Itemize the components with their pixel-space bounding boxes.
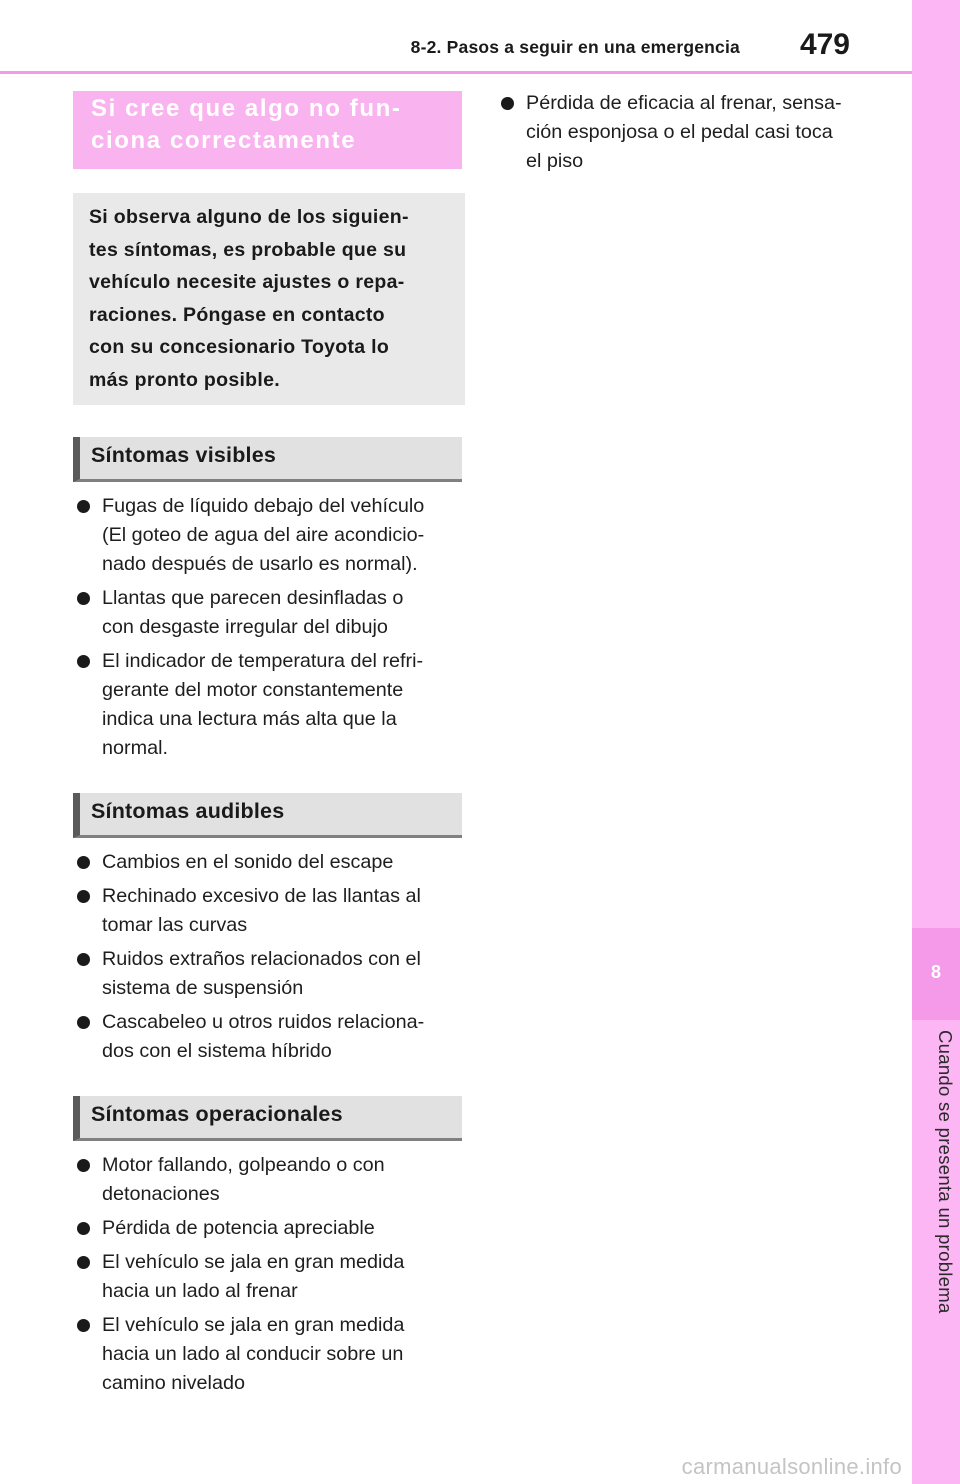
bullet-dot-icon bbox=[77, 953, 90, 966]
main-title-line: ciona correctamente bbox=[91, 127, 357, 154]
subheading-audible-symptoms: Síntomas audibles bbox=[73, 793, 462, 838]
intro-line: vehículo necesite ajustes o repa- bbox=[89, 271, 405, 294]
bullet-dot-icon bbox=[77, 1256, 90, 1269]
bullet-dot-icon bbox=[77, 500, 90, 513]
visible-symptoms-list bbox=[73, 492, 465, 763]
list-item: Fugas de líquido debajo del vehículo (El goteo de agua del aire acondicio- nado después de usarlo es normal). bbox=[73, 492, 465, 579]
bullet-dot-icon bbox=[77, 890, 90, 903]
bullet-dot-icon bbox=[77, 856, 90, 869]
bullet-dot-icon bbox=[77, 1159, 90, 1172]
right-column bbox=[497, 89, 887, 181]
intro-box bbox=[73, 193, 465, 405]
operational-symptoms-list bbox=[73, 1151, 465, 1398]
intro-line: tes síntomas, es probable que su bbox=[89, 238, 407, 261]
bullet-dot-icon bbox=[77, 1222, 90, 1235]
intro-line: más pronto posible. bbox=[89, 368, 280, 391]
list-item: Cambios en el sonido del escape bbox=[73, 848, 465, 877]
bullet-dot-icon bbox=[77, 1016, 90, 1029]
operational-symptoms-list-continued bbox=[497, 89, 887, 176]
main-title bbox=[73, 91, 462, 169]
intro-line: raciones. Póngase en contacto bbox=[89, 303, 385, 326]
chapter-number: 8 bbox=[930, 962, 941, 982]
watermark: carmanualsonline.info bbox=[681, 1454, 902, 1479]
list-item: Llantas que parecen desinfladas o con desgaste irregular del dibujo bbox=[73, 584, 465, 642]
page-header bbox=[0, 0, 912, 72]
list-item: Pérdida de potencia apreciable bbox=[73, 1214, 465, 1243]
page-number: 479 bbox=[799, 28, 850, 61]
main-title-line: Si cree que algo no fun- bbox=[91, 95, 402, 122]
list-item: Cascabeleo u otros ruidos relaciona- dos con el sistema híbrido bbox=[73, 1008, 465, 1066]
chapter-title: Cuando se presenta un problema bbox=[935, 1030, 956, 1314]
subheading-visible-symptoms: Síntomas visibles bbox=[73, 437, 462, 482]
list-item: Rechinado excesivo de las llantas al tomar las curvas bbox=[73, 882, 465, 940]
audible-symptoms-list bbox=[73, 848, 465, 1066]
list-item: Motor fallando, golpeando o con detonaciones bbox=[73, 1151, 465, 1209]
header-rule bbox=[0, 71, 912, 74]
intro-line: con su concesionario Toyota lo bbox=[89, 336, 390, 359]
list-item: El vehículo se jala en gran medida hacia un lado al conducir sobre un camino nivelado bbox=[73, 1311, 465, 1398]
list-item: Pérdida de eficacia al frenar, sensa- ción esponjosa o el pedal casi toca el piso bbox=[497, 89, 887, 176]
section-title: 8-2. Pasos a seguir en una emergencia bbox=[410, 37, 740, 57]
bullet-dot-icon bbox=[77, 1319, 90, 1332]
subheading-operational-symptoms: Síntomas operacionales bbox=[73, 1096, 462, 1141]
intro-line: Si observa alguno de los siguien- bbox=[89, 206, 409, 228]
bullet-dot-icon bbox=[77, 655, 90, 668]
list-item: El vehículo se jala en gran medida hacia un lado al frenar bbox=[73, 1248, 465, 1306]
list-item: Ruidos extraños relacionados con el sistema de suspensión bbox=[73, 945, 465, 1003]
bullet-dot-icon bbox=[77, 592, 90, 605]
left-column bbox=[73, 91, 465, 1403]
bullet-dot-icon bbox=[501, 97, 514, 110]
list-item: El indicador de temperatura del refri- gerante del motor constantemente indica una lectura más alta que la normal. bbox=[73, 647, 465, 763]
